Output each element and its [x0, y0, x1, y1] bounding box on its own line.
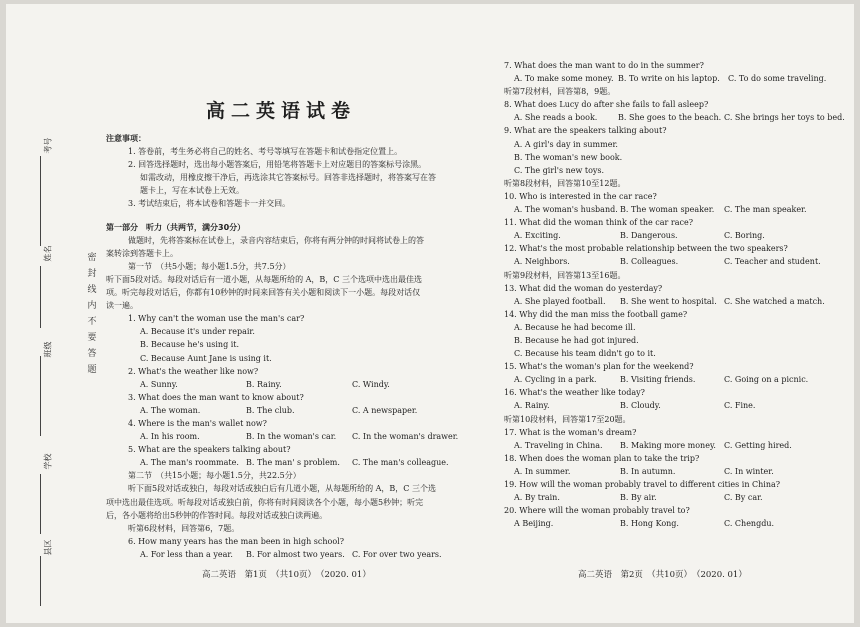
- option: C. By car.: [724, 493, 763, 503]
- option: C. In winter.: [724, 466, 774, 476]
- margin-field-line: [40, 556, 41, 606]
- section2-intro: 后，各小题将给出5秒钟的作答时间。每段对话或独白读两遍。: [106, 510, 328, 520]
- question-20: 20. Where will the woman probably travel to?: [504, 506, 690, 516]
- option: B. Hong Kong.: [620, 519, 679, 529]
- option: B. The club.: [246, 405, 295, 415]
- option: C. Because Aunt Jane is using it.: [140, 353, 272, 363]
- question-8: 8. What does Lucy do after she fails to fall asleep?: [504, 100, 709, 110]
- option: B. For almost two years.: [246, 549, 345, 559]
- option: C. Getting hired.: [724, 440, 792, 450]
- question-18: 18. When does the woman plan to take the trip?: [504, 453, 700, 463]
- option: B. Dangerous.: [620, 231, 678, 241]
- notes-heading: 注意事项：: [106, 134, 146, 143]
- options-row: [504, 373, 854, 386]
- option: A. Neighbors.: [514, 257, 570, 267]
- options-row: [106, 548, 476, 561]
- option: C. In the woman's drawer.: [352, 432, 459, 442]
- part1-intro: 案转涂到答题卡上。: [106, 248, 178, 258]
- notes-item: 1. 答卷前，考生务必将自己的姓名、考号等填写在答题卡和试卷指定位置上。: [128, 147, 403, 157]
- option: B. The woman's new book.: [514, 152, 623, 162]
- section1-intro: 听下面5段对话。每段对话后有一道小题，从每题所给的 A，B，C 三个选项中选出最佳选: [106, 274, 422, 284]
- question-6: 6. How many years has the man been in high school?: [128, 536, 344, 546]
- margin-field-line: [40, 356, 41, 436]
- option: C. For over two years.: [352, 549, 442, 559]
- question-7: 7. What does the man want to do in the summer?: [504, 61, 704, 70]
- option: A. The woman's husband.: [514, 205, 618, 215]
- option: C. The man's colleague.: [352, 458, 449, 468]
- question-5: 5. What are the speakers talking about?: [128, 445, 291, 455]
- notes-item: 题卡上，写在本试卷上无效。: [140, 186, 244, 196]
- options-row: [504, 203, 854, 216]
- margin-field-line: [40, 474, 41, 534]
- question-11: 11. What did the woman think of the car race?: [504, 218, 694, 228]
- option: A. Cycling in a park.: [514, 375, 597, 385]
- option: B. Rainy.: [246, 379, 282, 389]
- question-19: 19. How will the woman probably travel to different cities in China?: [504, 480, 781, 489]
- option: B. She went to hospital.: [620, 296, 717, 306]
- option: C. A newspaper.: [352, 405, 418, 415]
- question-14: 14. Why did the man miss the football game?: [504, 309, 688, 319]
- margin-label-school: 学校: [43, 453, 53, 470]
- option: B. She goes to the beach.: [618, 113, 722, 123]
- option: A. Because he had become ill.: [514, 322, 636, 332]
- page-footer-left: 高二英语 第1页 （共10页） （2020. 01）: [202, 570, 371, 580]
- material-6: 听第6段材料，回答第6，7题。: [128, 523, 240, 533]
- section2-heading: 第二节 （共15小题；每小题1.5分，共22.5分）: [128, 471, 301, 481]
- options-row: [504, 229, 854, 242]
- option: A. In summer.: [514, 466, 571, 476]
- option: B. Visiting friends.: [620, 375, 696, 385]
- option: B. In the woman's car.: [246, 432, 337, 442]
- option: A. Traveling in China.: [514, 440, 603, 450]
- exam-sheet: [6, 4, 854, 623]
- option: B. The woman speaker.: [620, 205, 715, 215]
- section2-intro: 项中选出最佳选项。听每段对话或独白前，你将有时间阅读各个小题，每小题5秒钟；听完: [106, 497, 424, 507]
- margin-label-exam-number: 考号: [43, 137, 53, 154]
- material-7: 听第7段材料，回答第8，9题。: [504, 87, 616, 97]
- option: B. To write on his laptop.: [618, 74, 720, 84]
- options-row: [106, 430, 476, 443]
- exam-title: 高二英语试卷: [206, 100, 357, 122]
- question-3: 3. What does the man want to know about?: [128, 392, 304, 402]
- option: B. The man' s problem.: [246, 458, 340, 468]
- notes-item: 2. 回答选择题时，选出每小题答案后，用铅笔将答题卡上对应题目的答案标号涂黑。: [128, 160, 427, 170]
- material-10: 听第10段材料，回答第17至20题。: [504, 414, 631, 424]
- material-8: 听第8段材料，回答第10至12题。: [504, 178, 626, 188]
- question-15: 15. What's the woman's plan for the weekend?: [504, 362, 694, 372]
- option: C. Boring.: [724, 231, 765, 241]
- option: C. She brings her toys to bed.: [724, 113, 845, 123]
- option: A. Rainy.: [514, 401, 550, 411]
- options-row: [504, 491, 854, 504]
- options-row: [504, 399, 854, 412]
- left-column: [106, 132, 476, 561]
- option: C. The girl's new toys.: [514, 165, 605, 175]
- option: A. For less than a year.: [140, 549, 233, 559]
- option: A. She played football.: [514, 296, 606, 306]
- options-row: [106, 456, 476, 469]
- question-13: 13. What did the woman do yesterday?: [504, 283, 663, 293]
- notes-item: 3. 考试结束后，将本试卷和答题卡一并交回。: [128, 199, 291, 209]
- option: A Beijing.: [514, 519, 554, 529]
- margin-label-name: 姓名: [43, 245, 53, 262]
- question-16: 16. What's the weather like today?: [504, 388, 645, 398]
- option: C. Windy.: [352, 379, 390, 389]
- seal-line-notice: 密封线内不要答题: [87, 253, 97, 375]
- options-row: [504, 111, 854, 124]
- option: A. To make some money.: [514, 74, 614, 84]
- part1-intro: 做题时，先将答案标在试卷上，录音内容结束后，你将有两分钟的时间将试卷上的答: [128, 235, 424, 245]
- option: B. Because he's using it.: [140, 340, 240, 350]
- option: B. Because he had got injured.: [514, 335, 639, 345]
- options-row: [504, 255, 854, 268]
- option: C. Chengdu.: [724, 519, 775, 529]
- option: A. The woman.: [140, 405, 201, 415]
- option: A. A girl's day in summer.: [514, 139, 618, 149]
- option: C. She watched a match.: [724, 296, 825, 306]
- question-4: 4. Where is the man's wallet now?: [128, 418, 267, 428]
- option: A. She reads a book.: [514, 113, 598, 123]
- question-2: 2. What's the weather like now?: [128, 366, 259, 376]
- option: B. Colleagues.: [620, 257, 679, 267]
- option: A. Because it's under repair.: [140, 327, 255, 337]
- margin-field-line: [40, 156, 41, 246]
- option: B. Making more money.: [620, 440, 716, 450]
- options-row: [504, 72, 854, 85]
- options-row: [504, 295, 854, 308]
- margin-field-line: [40, 266, 41, 328]
- page-footer-right: 高二英语 第2页 （共10页） （2020. 01）: [578, 570, 747, 580]
- option: A. Sunny.: [140, 379, 178, 389]
- margin-label-county: 县区: [43, 539, 53, 556]
- margin-label-class: 班级: [43, 341, 53, 358]
- option: A. By train.: [514, 493, 560, 503]
- option: B. By air.: [620, 493, 657, 503]
- notes-item: 如需改动，用橡皮擦干净后，再选涂其它答案标号。回答非选择题时，将答案写在答: [140, 173, 436, 183]
- option: C. Teacher and student.: [724, 257, 821, 267]
- options-row: [504, 465, 854, 478]
- question-17: 17. What is the woman's dream?: [504, 427, 637, 437]
- options-row: [504, 439, 854, 452]
- option: A. In his room.: [140, 432, 200, 442]
- section1-intro: 读一遍。: [106, 301, 138, 311]
- option: A. The man's roommate.: [140, 458, 239, 468]
- option: C. Because his team didn't go to it.: [514, 349, 656, 359]
- question-10: 10. Who is interested in the car race?: [504, 191, 657, 201]
- option: C. Fine.: [724, 401, 756, 411]
- part1-heading: 第一部分 听力（共两节，满分30分）: [106, 222, 246, 232]
- options-row: [106, 404, 476, 417]
- option: A. Exciting.: [514, 231, 561, 241]
- right-column: [504, 59, 854, 530]
- options-row: [106, 378, 476, 391]
- section1-heading: 第一节 （共5小题；每小题1.5分，共7.5分）: [128, 261, 291, 271]
- option: B. Cloudy.: [620, 401, 661, 411]
- options-row: [504, 517, 854, 530]
- option: C. To do some traveling.: [728, 74, 827, 84]
- material-9: 听第9段材料，回答第13至16题。: [504, 270, 626, 280]
- question-9: 9. What are the speakers talking about?: [504, 126, 667, 136]
- section2-intro: 听下面5段对话或独白，每段对话或独白后有几道小题，从每题所给的 A，B，C 三个选: [128, 484, 436, 494]
- option: B. In autumn.: [620, 466, 676, 476]
- question-12: 12. What's the most probable relationship between the two speakers?: [504, 244, 788, 254]
- option: C. Going on a picnic.: [724, 375, 809, 385]
- option: C. The man speaker.: [724, 205, 807, 215]
- question-1: 1. Why can't the woman use the man's car?: [128, 314, 305, 324]
- binding-margin: [6, 4, 106, 623]
- section1-intro: 项。听完每段对话后，你都有10秒钟的时间来回答有关小题和阅读下一小题。每段对话仅: [106, 288, 421, 298]
